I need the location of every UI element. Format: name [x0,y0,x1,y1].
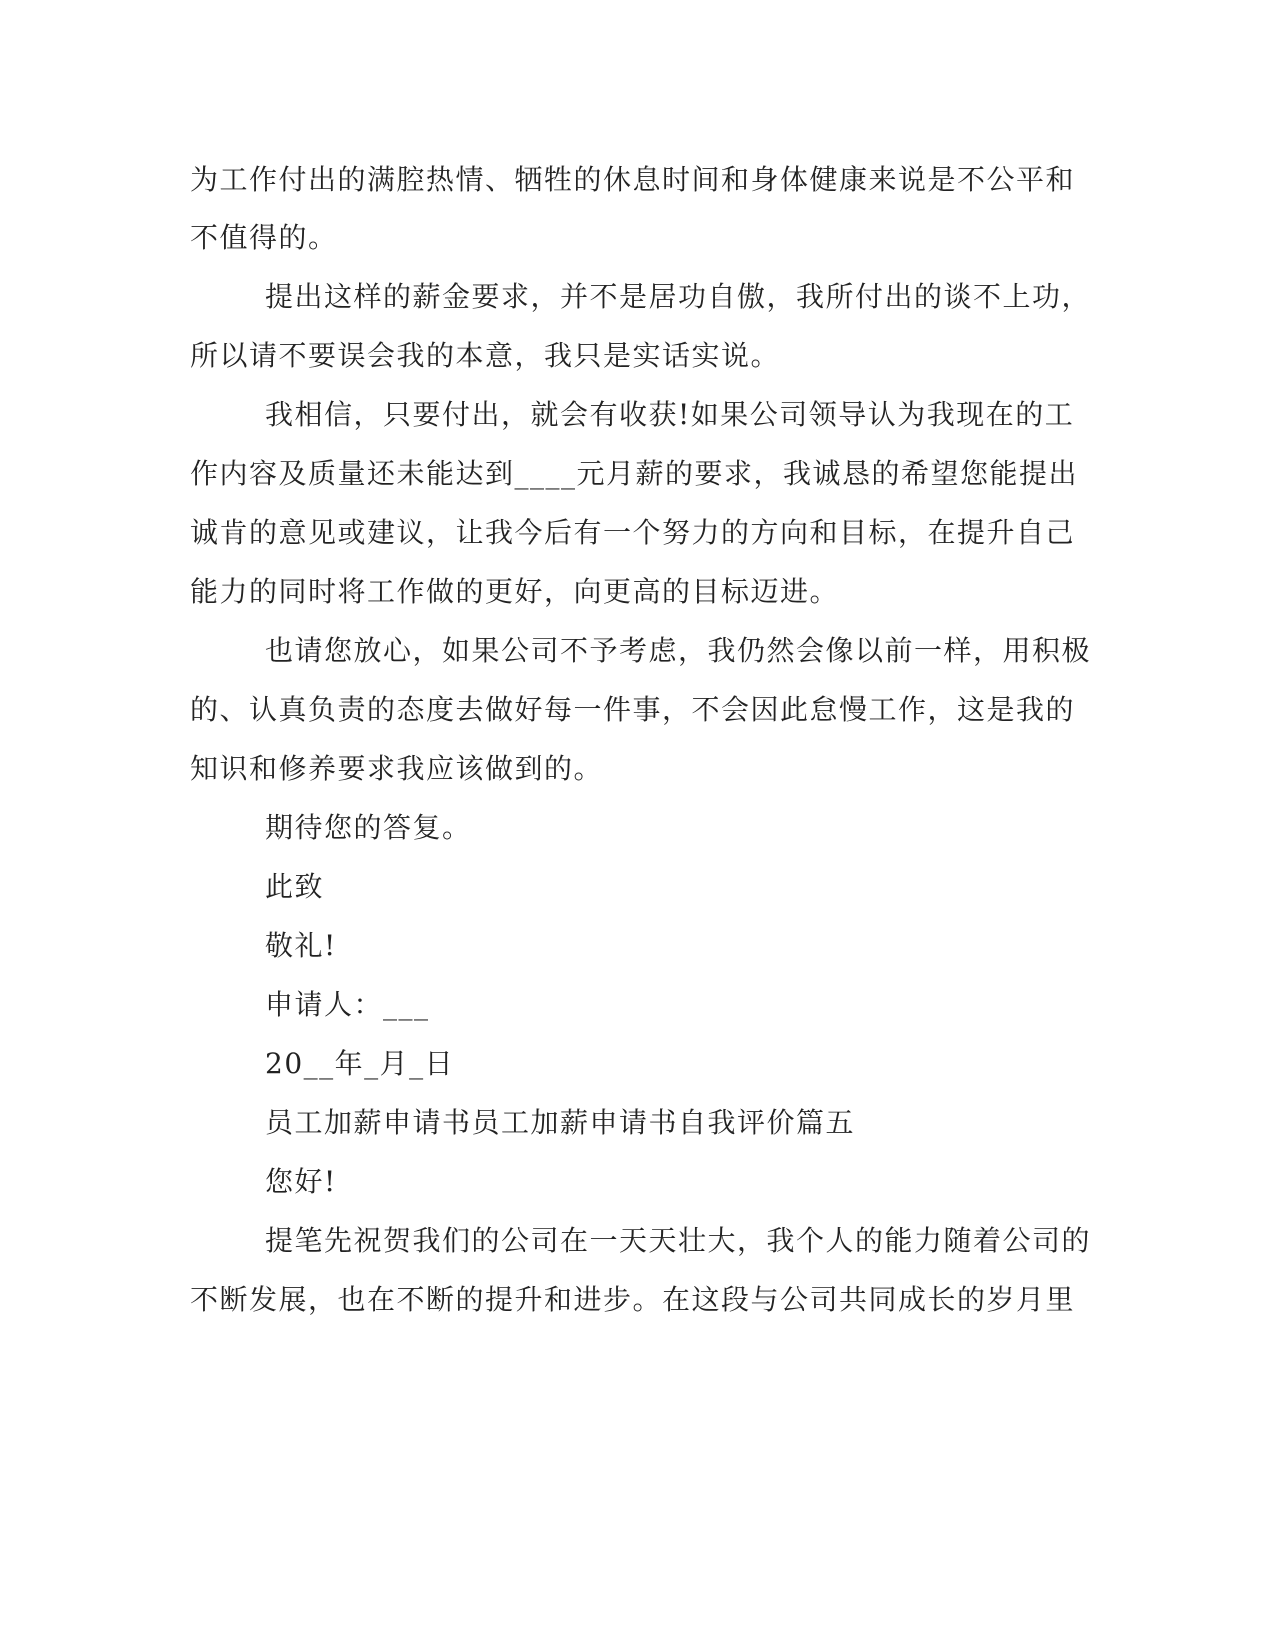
paragraph-line: 能力的同时将工作做的更好，向更高的目标迈进。 [190,575,840,608]
paragraph-line: 的、认真负责的态度去做好每一件事，不会因此怠慢工作，这是我的 [190,693,1076,726]
salutation-line: 此致 [265,870,325,903]
salutation-line: 敬礼! [265,929,337,962]
applicant-line: 申请人：___ [265,988,430,1021]
paragraph-line: 为工作付出的满腔热情、牺牲的休息时间和身体健康来说是不公平和 [190,163,1076,196]
paragraph-line: 诚肯的意见或建议，让我今后有一个努力的方向和目标，在提升自己 [190,516,1076,549]
paragraph-line: 不断发展，也在不断的提升和进步。在这段与公司共同成长的岁月里 [190,1283,1076,1316]
paragraph-line: 所以请不要误会我的本意，我只是实话实说。 [190,339,781,372]
date-line: 20__年_月_日 [265,1047,455,1080]
paragraph-line: 提出这样的薪金要求，并不是居功自傲，我所付出的谈不上功， [265,280,1092,313]
paragraph-line: 知识和修养要求我应该做到的。 [190,752,604,785]
section-title: 员工加薪申请书员工加薪申请书自我评价篇五 [265,1106,856,1139]
paragraph-line: 也请您放心，如果公司不予考虑，我仍然会像以前一样，用积极 [265,634,1092,667]
greeting-line: 您好! [265,1165,337,1198]
closing-line: 期待您的答复。 [265,811,472,844]
paragraph-line: 作内容及质量还未能达到____元月薪的要求，我诚恳的希望您能提出 [190,457,1079,490]
paragraph-line: 我相信，只要付出，就会有收获!如果公司领导认为我现在的工 [265,398,1075,431]
paragraph-line: 不值得的。 [190,221,338,254]
paragraph-line: 提笔先祝贺我们的公司在一天天壮大，我个人的能力随着公司的 [265,1224,1092,1257]
